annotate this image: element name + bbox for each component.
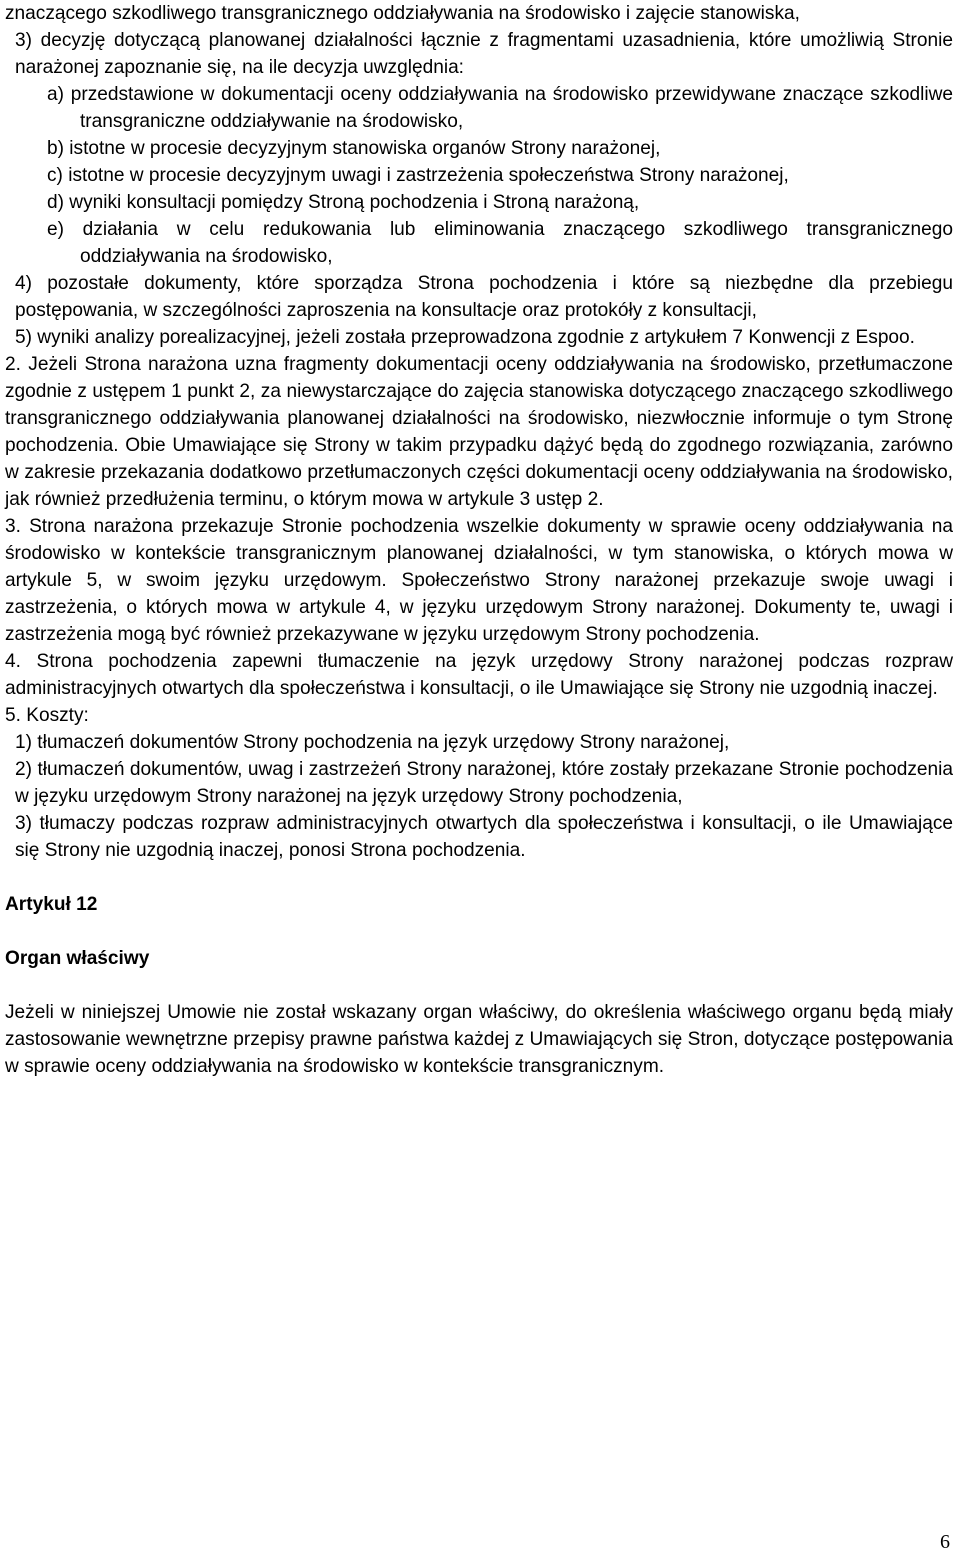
article-number: Artykuł 12 xyxy=(5,894,98,915)
list-item-c: c) istotne w procesie decyzyjnym uwagi i zastrzeżenia społeczeństwa Strony narażonej, xyxy=(47,165,789,186)
paragraph-section-4: 4. Strona pochodzenia zapewni tłumaczenie na język urzędowy Strony narażonej podczas rozpraw administracyjnych otwartych dla społeczeństwa i konsultacji, o ile Umawiające się Strony nie uzgodnią inaczej. xyxy=(5,651,953,699)
list-item-a: a) przedstawione w dokumentacji oceny oddziaływania na środowisko przewidywane znaczące szkodliwe transgraniczne oddziaływanie na środowisko, xyxy=(47,84,953,132)
cost-item-1: 1) tłumaczeń dokumentów Strony pochodzenia na język urzędowy Strony narażonej, xyxy=(15,732,730,753)
list-item-5: 5) wyniki analizy porealizacyjnej, jeżeli została przeprowadzona zgodnie z artykułem 7 Konwencji z Espoo. xyxy=(15,327,915,348)
article-body: Jeżeli w niniejszej Umowie nie został wskazany organ właściwy, do określenia właściwego organu będą miały zastosowanie wewnętrzne przepisy prawne państwa każdej z Umawiających się Stron, dotyczące postępowania w sprawie oceny oddziaływania na środowisko w kontekście transgranicznym. xyxy=(5,1002,953,1077)
paragraph-section-5: 5. Koszty: xyxy=(5,705,89,726)
list-item-4: 4) pozostałe dokumenty, które sporządza Strona pochodzenia i które są niezbędne dla przebiegu postępowania, w szczególności zaproszenia na konsultacje oraz protokóły z konsultacji, xyxy=(15,273,953,321)
cost-item-3: 3) tłumaczy podczas rozpraw administracyjnych otwartych dla społeczeństwa i konsultacji, o ile Umawiające się Strony nie uzgodnią inaczej, ponosi Strona pochodzenia. xyxy=(15,813,953,861)
paragraph-section-2: 2. Jeżeli Strona narażona uzna fragmenty dokumentacji oceny oddziaływania na środowisko, przetłumaczone zgodnie z ustępem 1 punkt 2, za niewystarczające do zajęcia stanowiska dotyczącego znaczącego szkodliwego transgranicznego oddziaływania planowanej działalności na środowisko, niezwłocznie informuje o tym Stronę pochodzenia. Obie Umawiające się Strony w takim przypadku dążyć będą do zgodnego rozwiązania, zarówno w zakresie przekazania dodatkowo przetłumaczonych części dokumentacji oceny oddziaływania na środowisko, jak również przedłużenia terminu, o którym mowa w artykule 3 ustęp 2. xyxy=(5,354,953,510)
cost-item-2: 2) tłumaczeń dokumentów, uwag i zastrzeżeń Strony narażonej, które zostały przekazane Stronie pochodzenia w języku urzędowym Strony narażonej na język urzędowy Strony pochodzenia, xyxy=(15,759,953,807)
list-item-b: b) istotne w procesie decyzyjnym stanowiska organów Strony narażonej, xyxy=(47,138,661,159)
list-item-3: 3) decyzję dotyczącą planowanej działalności łącznie z fragmentami uzasadnienia, które umożliwią Stronie narażonej zapoznanie się, na ile decyzja uwzględnia: xyxy=(15,30,953,78)
list-item-e: e) działania w celu redukowania lub eliminowania znaczącego szkodliwego transgranicznego oddziaływania na środowisko, xyxy=(47,219,953,267)
document-page xyxy=(5,0,953,1080)
article-title: Organ właściwy xyxy=(5,948,150,969)
paragraph-section-3: 3. Strona narażona przekazuje Stronie pochodzenia wszelkie dokumenty w sprawie oceny oddziaływania na środowisko w kontekście transgranicznym planowanej działalności, w tym stanowiska, o których mowa w artykule 5, w swoim języku urzędowym. Społeczeństwo Strony narażonej przekazuje swoje uwagi i zastrzeżenia, o których mowa w artykule 4, w języku urzędowym Strony narażonej. Dokumenty te, uwagi i zastrzeżenia mogą być również przekazywane w języku urzędowym Strony pochodzenia. xyxy=(5,516,953,645)
list-item-d: d) wyniki konsultacji pomiędzy Stroną pochodzenia i Stroną narażoną, xyxy=(47,192,640,213)
page-number: 6 xyxy=(940,1531,950,1553)
paragraph-continuation: znaczącego szkodliwego transgranicznego oddziaływania na środowisko i zajęcie stanowiska, xyxy=(5,3,800,24)
